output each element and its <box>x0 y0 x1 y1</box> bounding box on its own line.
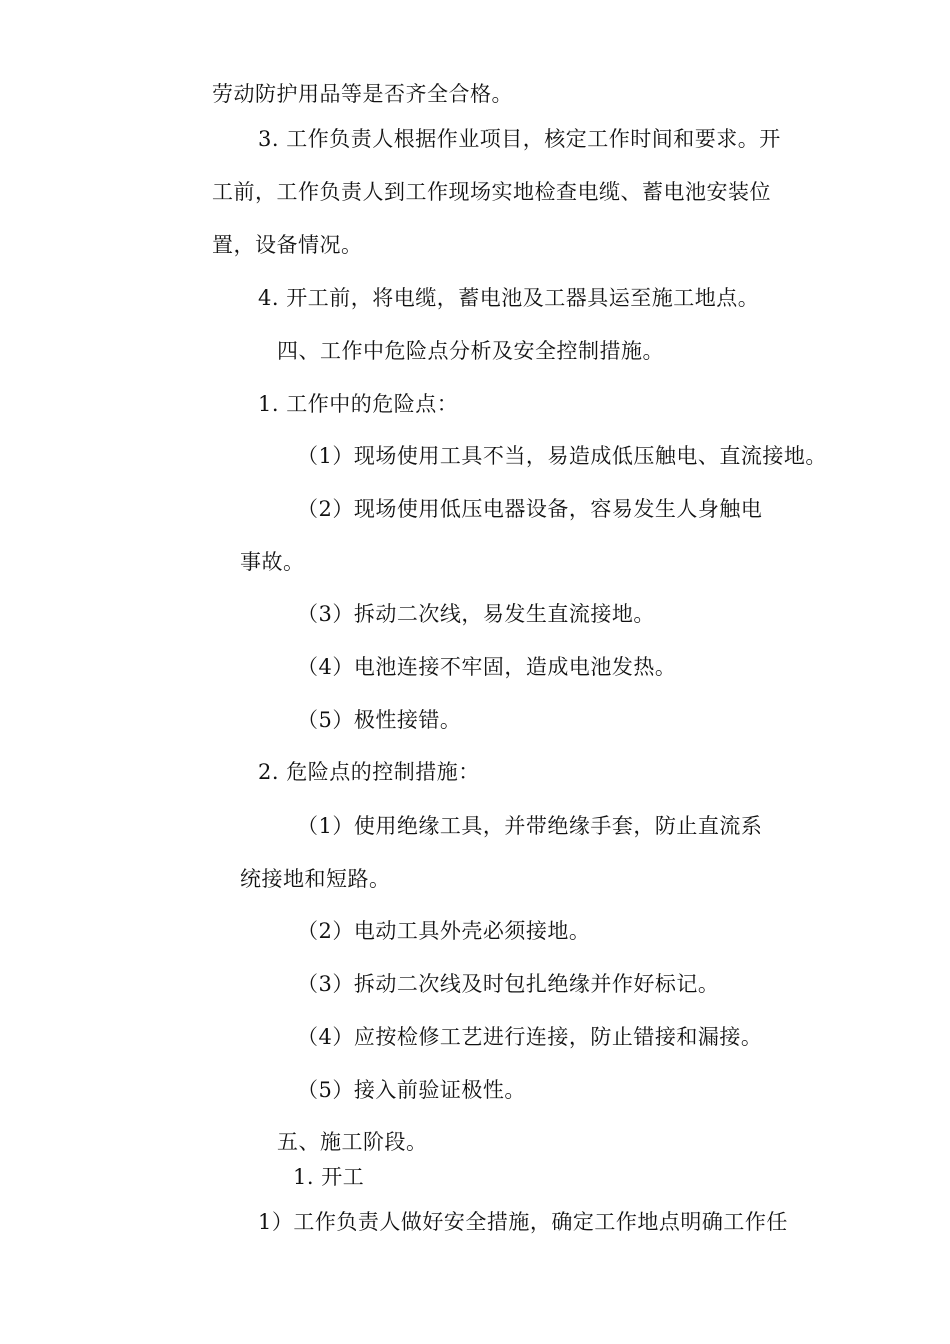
text-line: 3. 工作负责人根据作业项目，核定工作时间和要求。开 <box>258 127 781 151</box>
text-line: 4. 开工前，将电缆，蓄电池及工器具运至施工地点。 <box>258 286 760 310</box>
text-line: 置，设备情况。 <box>212 233 363 257</box>
text-line: 1. 开工 <box>293 1165 365 1189</box>
text-line: （5）接入前验证极性。 <box>297 1078 526 1102</box>
text-line: （4）电池连接不牢固，造成电池发热。 <box>297 655 677 679</box>
text-line: （3）拆动二次线，易发生直流接地。 <box>297 602 655 626</box>
text-line: 劳动防护用品等是否齐全合格。 <box>212 82 513 106</box>
text-line: 2. 危险点的控制措施： <box>258 760 480 784</box>
text-line: （4）应按检修工艺进行连接，防止错接和漏接。 <box>297 1025 763 1049</box>
text-line: （3）拆动二次线及时包扎绝缘并作好标记。 <box>297 972 720 996</box>
text-line: （2）电动工具外壳必须接地。 <box>297 919 591 943</box>
text-line: 事故。 <box>240 550 305 574</box>
text-line: 1. 工作中的危险点： <box>258 392 459 416</box>
text-line: 1）工作负责人做好安全措施，确定工作地点明确工作任 <box>258 1210 788 1234</box>
text-line: （2）现场使用低压电器设备，容易发生人身触电 <box>297 497 763 521</box>
text-line: （1）现场使用工具不当，易造成低压触电、直流接地。 <box>297 444 827 468</box>
section-heading: 五、施工阶段。 <box>277 1130 428 1154</box>
text-line: 工前，工作负责人到工作现场实地检查电缆、蓄电池安装位 <box>212 180 771 204</box>
text-line: 统接地和短路。 <box>240 867 391 891</box>
text-line: （1）使用绝缘工具，并带绝缘手套，防止直流系 <box>297 814 763 838</box>
text-line: （5）极性接错。 <box>297 708 462 732</box>
section-heading: 四、工作中危险点分析及安全控制措施。 <box>277 339 664 363</box>
